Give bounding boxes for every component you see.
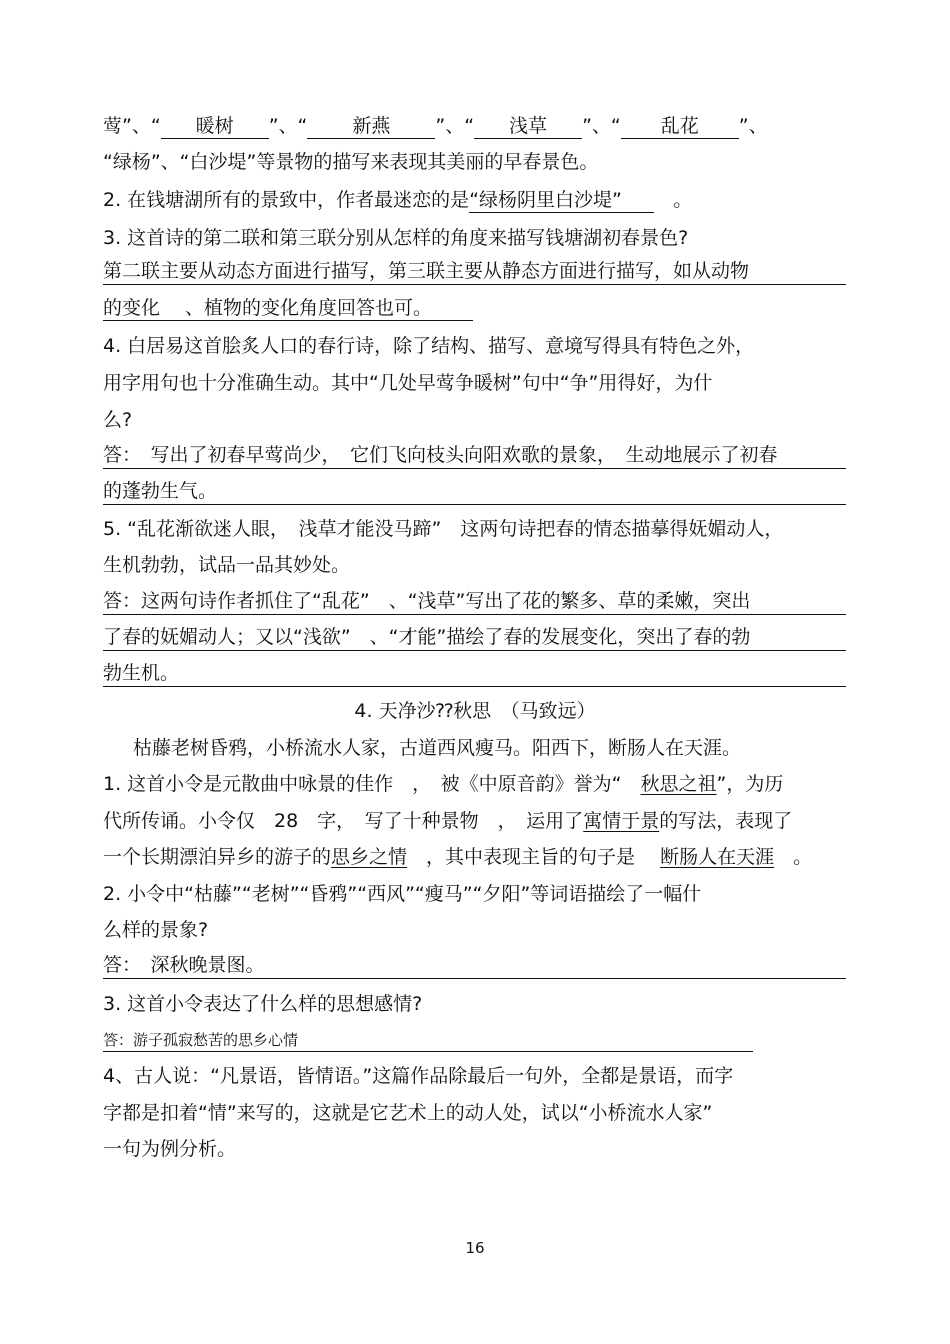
- blank-wild-flowers: 乱花: [621, 114, 739, 139]
- poem-answer-3: 答：游子孤寂愁苦的思乡心情: [103, 1029, 753, 1052]
- answer-4-line-2: 的蓬勃生气。: [103, 478, 846, 505]
- poem-q1-line-2: 代所传诵。小令仅 28 字， 写了十种景物 ， 运用了寓情于景的写法，表现了: [103, 810, 793, 832]
- poem-text: 枯藤老树昏鸦，小桥流水人家，古道西风瘦马。阳西下，断肠人在天涯。: [133, 737, 742, 759]
- answer-line-2: “绿杨”、“白沙堤”等景物的描写来表现其美丽的早春景色。: [103, 151, 599, 173]
- blank-light-grass: 浅草: [474, 114, 582, 139]
- blank-warm-tree: 暖树: [161, 114, 269, 139]
- question-2: 2. 在钱塘湖所有的景致中，作者最迷恋的是“绿杨阴里白沙堤” 。: [103, 189, 693, 211]
- answer-5-line-2: 了春的妩媚动人；又以“浅欲” 、“才能”描绘了春的发展变化，突出了春的勃: [103, 624, 846, 651]
- blank-emotion-in-scene: 寓情于景: [583, 810, 660, 832]
- question-3: 3. 这首诗的第二联和第三联分别从怎样的角度来描写钱塘湖初春景色?: [103, 227, 689, 249]
- question-4-line-2: 用字用句也十分准确生动。其中“几处早莺争暖树”句中“争”用得好，为什: [103, 372, 713, 394]
- poem-q4-line-3: 一句为例分析。: [103, 1138, 237, 1160]
- poem-q4-line-2: 字都是扣着“情”来写的，这就是它艺术上的动人处，试以“小桥流水人家”: [103, 1102, 713, 1124]
- blank-homesick: 思乡之情: [331, 846, 408, 868]
- poem-q1-line-1: 1. 这首小令是元散曲中咏景的佳作 ， 被《中原音韵》誉为“ 秋思之祖”，为历: [103, 773, 784, 795]
- question-4-line-3: 么?: [103, 409, 133, 431]
- answer-2: “绿杨阴里白沙堤”: [469, 188, 654, 213]
- answer-line-images: 莺”、“ 暖树 ”、“ 新燕 ”、“ 浅草 ”、“ 乱花 ”、: [103, 115, 768, 137]
- poem-q1-line-3: 一个长期漂泊异乡的游子的思乡之情 ，其中表现主旨的句子是 断肠人在天涯 。: [103, 846, 813, 868]
- answer-5-line-3: 勃生机。: [103, 660, 846, 687]
- blank-new-swallow: 新燕: [307, 114, 435, 139]
- poem-answer-2: 答： 深秋晚景图。: [103, 952, 846, 979]
- answer-5-line-1: 答：这两句诗作者抓住了“乱花” 、“浅草”写出了花的繁多、草的柔嫩，突出: [103, 588, 846, 615]
- poem-q2-line-1: 2. 小令中“枯藤”“老树”“昏鸦”“西风”“瘦马”“夕阳”等词语描绘了一幅什: [103, 883, 702, 905]
- answer-4-line-1: 答： 写出了初春早莺尚少， 它们飞向枝头向阳欢歌的景象， 生动地展示了初春: [103, 442, 846, 469]
- blank-theme-sentence: 断肠人在天涯: [660, 846, 775, 868]
- question-5-line-2: 生机勃勃，试品一品其妙处。: [103, 554, 351, 576]
- page-number: 16: [465, 1239, 485, 1257]
- answer-3-line-1: 第二联主要从动态方面进行描写，第三联主要从静态方面进行描写，如从动物: [103, 258, 846, 285]
- question-5-line-1: 5. “乱花渐欲迷人眼， 浅草才能没马蹄” 这两句诗把春的情态描摹得妩媚动人，: [103, 518, 784, 540]
- blank-autumn-ancestor: 秋思之祖: [640, 773, 717, 795]
- poem-q3: 3. 这首小令表达了什么样的思想感情?: [103, 993, 423, 1015]
- answer-3-line-2: 的变化 、植物的变化角度回答也可。: [103, 296, 473, 321]
- poem-q2-line-2: 么样的景象?: [103, 919, 209, 941]
- question-4-line-1: 4. 白居易这首脍炙人口的春行诗，除了结构、描写、意境写得具有特色之外，: [103, 335, 755, 357]
- poem-title: 4. 天净沙⁇秋思 （马致远）: [354, 700, 596, 722]
- poem-q4-line-1: 4、古人说：“凡景语，皆情语。”这篇作品除最后一句外，全都是景语，而字: [103, 1065, 734, 1087]
